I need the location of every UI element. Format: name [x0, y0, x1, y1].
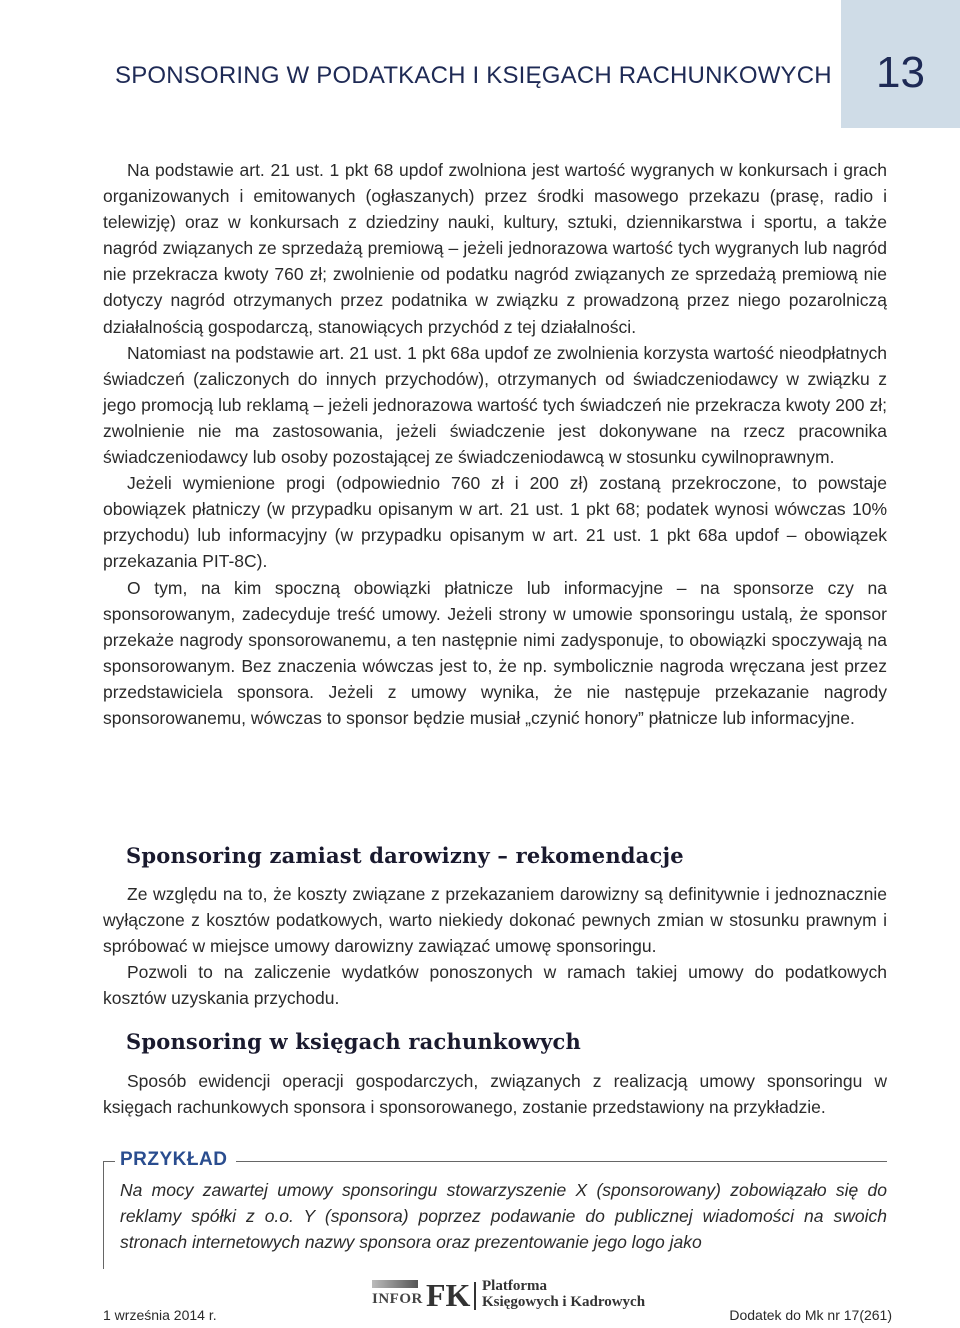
paragraph: Sposób ewidencji operacji gospodarczych, związanych z realizacją umowy sponsoringu w księgach rachunkowych sponsora i sponsorowanego, zostanie przedstawiony na przykładzie. — [103, 1071, 887, 1118]
logo-fk-text: FK — [426, 1277, 471, 1313]
section-body — [103, 1068, 887, 1120]
divider — [236, 1161, 887, 1162]
example-box — [103, 1149, 887, 1269]
section-heading: Sponsoring w księgach rachunkowych — [126, 1029, 581, 1054]
logo-bar — [372, 1280, 418, 1288]
paragraph: Na podstawie art. 21 ust. 1 pkt 68 updof zwolniona jest wartość wygranych w konkursach i grach organizowanych i emitowanych (ogłaszanych) przez środki masowego przekazu (prasę, radio i telewizję) oraz w konkursach z dziedziny nauki, kultury, sztuki, dziennikarstwa i sportu, a także nagród związanych ze sprzedażą premiową – jeżeli jednorazowa wartość tych wygranych lub nagród nie przekracza kwoty 760 zł; zwolnienie od podatku nagród związanych ze sprzedażą premiową nie dotyczy nagród otrzymanych przez podatnika w związku z prowadzoną przez niego pozarolniczą działalnością gospodarczą, stanowiących przychód z tej działalności. — [103, 160, 887, 337]
section-body — [103, 881, 887, 1011]
example-text: Na mocy zawartej umowy sponsoringu stowarzyszenie X (sponsorowany) zobowiązało się do reklamy spółki z o.o. Y (sponsora) poprzez podawanie do publicznej wiadomości na swoich stronach internetowych nazwy sponsora oraz prezentowanie jego logo jako — [120, 1180, 887, 1253]
paragraph: Ze względu na to, że koszty związane z przekazaniem darowizny są definitywnie i jednoznacznie wyłączone z kosztów podatkowych, warto niekiedy dokonać pewnych zmian w stosunku prawnym i spróbować w miejsce umowy darowizny zawiązać umowę sponsoringu. — [103, 884, 887, 957]
paragraph: Jeżeli wymienione progi (odpowiednio 760 zł i 200 zł) zostaną przekroczone, to powstaje obowiązek płatniczy (w przypadku opisanym w art. 21 ust. 1 pkt 68; podatek wynosi wówczas 10% przychodu) lub informacyjny (w przypadku opisanym w art. 21 ust. 1 pkt 68a updof – obowiązek przekazania PIT-8C). — [103, 473, 887, 572]
logo-line1: Platforma — [482, 1278, 547, 1294]
section-heading: Sponsoring zamiast darowizny – rekomendacje — [126, 843, 684, 868]
infor-fk-logo — [372, 1277, 646, 1314]
paragraph: Natomiast na podstawie art. 21 ust. 1 pkt 68a updof ze zwolnienia korzysta wartość nieodpłatnych świadczeń (zaliczonych do innych przychodów), otrzymanych od świadczeniodawcy w związku z jego promocją lub reklamą – jeżeli jednorazowa wartość tych świadczeń nie przekracza kwoty 200 zł; zwolnienie nie ma zastosowania, jeżeli świadczenie jest dokonywane na rzecz pracownika świadczeniodawcy lub osoby pozostającej ze świadczeniodawcą w stosunku cywilnoprawnym. — [103, 342, 887, 468]
paragraph: Pozwoli to na zaliczenie wydatków ponoszonych w ramach takiej umowy do podatkowych kosztów uzyskania przychodu. — [103, 962, 887, 1009]
footer-issue: Dodatek do Mk nr 17(261) — [729, 1307, 892, 1323]
running-header: SPONSORING W PODATKACH I KSIĘGACH RACHUNKOWYCH — [115, 62, 832, 89]
body-text — [103, 157, 887, 731]
page-number: 13 — [876, 48, 925, 97]
logo-line2: Księgowych i Kadrowych — [482, 1294, 646, 1310]
paragraph: O tym, na kim spoczną obowiązki płatnicze lub informacyjne – na sponsorze czy na sponsorowanym, zadecyduje treść umowy. Jeżeli strony w umowie sponsoringu ustalą, że sponsor przekaże nagrody sponsorowanemu, a ten następnie nimi zadysponuje, to obowiązki spoczywają na sponsorowanym. Bez znaczenia wówczas jest to, że np. symbolicznie nagroda wręczana jest przez przedstawiciela sponsora. Jeżeli z umowy wynika, że nie następuje przekazanie nagrody sponsorowanemu, wówczas to sponsor będzie musiał „czynić honory” płatnicze lub informacyjne. — [103, 577, 887, 728]
divider — [103, 1161, 104, 1269]
divider — [103, 1161, 115, 1162]
page-number-tab — [841, 0, 960, 128]
example-title: PRZYKŁAD — [120, 1149, 228, 1170]
logo-separator — [474, 1282, 476, 1310]
footer-date: 1 września 2014 r. — [103, 1307, 217, 1323]
logo-infor-text: INFOR — [372, 1291, 423, 1307]
